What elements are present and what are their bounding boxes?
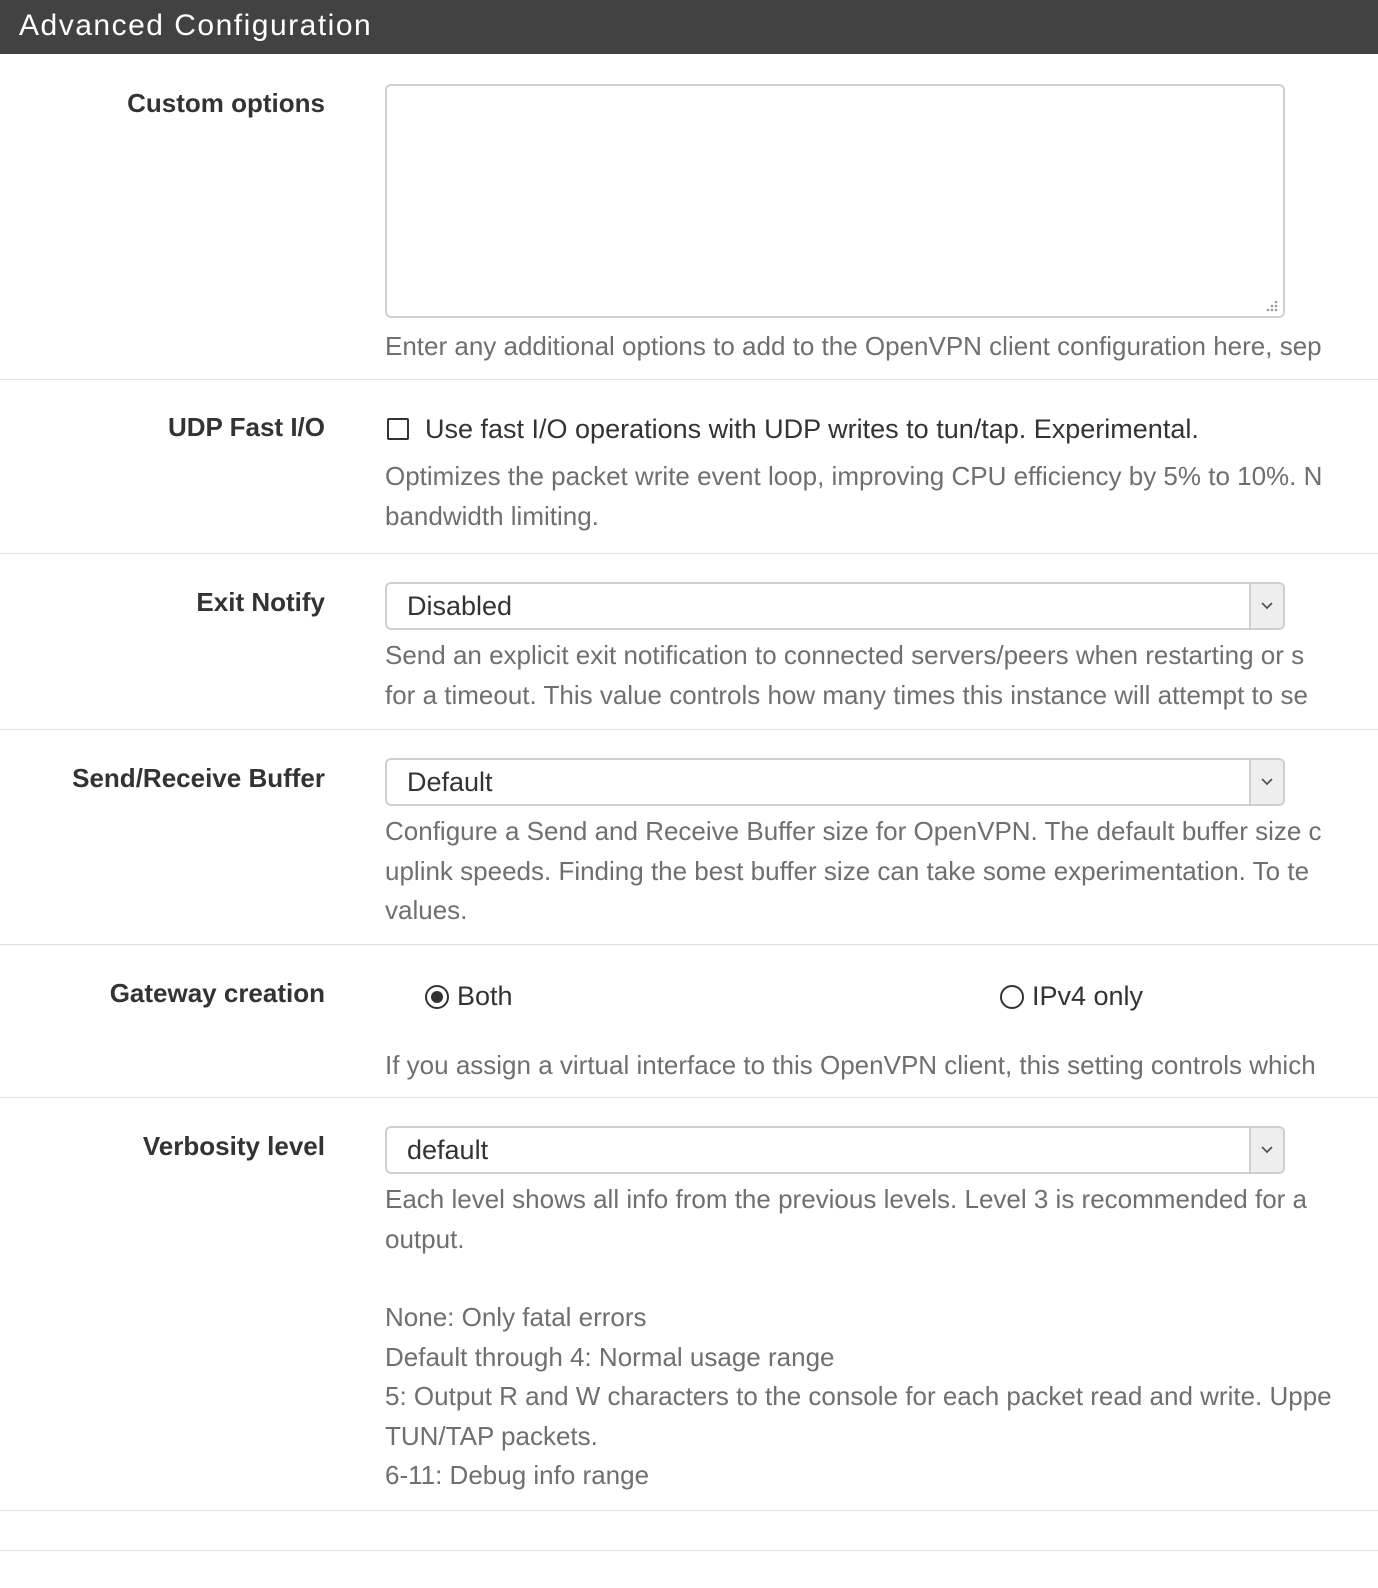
exit-notify-help-line2: for a timeout. This value controls how many times this instance will attempt to se: [385, 679, 1308, 710]
row-verbosity-level: [0, 1098, 1378, 1511]
exit-notify-dropdown-button[interactable]: [1249, 584, 1283, 628]
send-receive-buffer-select[interactable]: [385, 758, 1285, 806]
udp-fast-io-label: UDP Fast I/O: [167, 412, 325, 442]
row-custom-options: [0, 54, 1378, 380]
send-receive-buffer-help-line2: uplink speeds. Finding the best buffer size can take some experimentation. To te: [385, 855, 1310, 886]
send-receive-buffer-label: Send/Receive Buffer: [72, 763, 325, 793]
gateway-ipv4-only-label[interactable]: IPv4 only: [1032, 981, 1144, 1011]
verbosity-level-label: Verbosity level: [142, 1131, 325, 1161]
custom-options-label: Custom options: [127, 88, 325, 118]
send-receive-buffer-selected-value: Default: [407, 767, 493, 797]
verbosity-level-item: 5: Output R and W characters to the console for each packet read and write. Uppe: [385, 1381, 1332, 1411]
gateway-both-label[interactable]: Both: [457, 981, 513, 1011]
chevron-down-icon: [1261, 778, 1273, 786]
send-receive-buffer-dropdown-button[interactable]: [1249, 760, 1283, 804]
verbosity-level-help-line2: output.: [385, 1223, 465, 1254]
verbosity-level-dropdown-button[interactable]: [1249, 1128, 1283, 1172]
row-empty: [0, 1511, 1378, 1551]
row-gateway-creation: [0, 945, 1378, 1098]
udp-fast-io-checkbox-label[interactable]: Use fast I/O operations with UDP writes to tun/tap. Experimental.: [425, 413, 1199, 444]
verbosity-level-item: None: Only fatal errors: [385, 1302, 647, 1332]
gateway-option-ipv4-only[interactable]: [1000, 981, 1143, 1012]
panel-title: Advanced Configuration: [0, 0, 1378, 54]
gateway-ipv4-only-radio[interactable]: [1000, 985, 1024, 1009]
row-exit-notify: [0, 554, 1378, 730]
exit-notify-selected-value: Disabled: [407, 591, 513, 621]
row-send-receive-buffer: [0, 730, 1378, 945]
exit-notify-label: Exit Notify: [196, 587, 325, 617]
chevron-down-icon: [1261, 1146, 1273, 1154]
udp-fast-io-help-line1: Optimizes the packet write event loop, improving CPU efficiency by 5% to 10%. N: [385, 461, 1323, 491]
verbosity-level-item: Default through 4: Normal usage range: [385, 1341, 835, 1372]
verbosity-level-selected-value: default: [407, 1135, 489, 1165]
exit-notify-help-line1: Send an explicit exit notification to connected servers/peers when restarting or s: [385, 640, 1305, 670]
chevron-down-icon: [1261, 602, 1273, 610]
row-udp-fast-io: [0, 380, 1378, 554]
gateway-creation-help: If you assign a virtual interface to this OpenVPN client, this setting controls which: [385, 1050, 1316, 1080]
resize-grip-icon[interactable]: [1264, 298, 1278, 312]
custom-options-textarea[interactable]: [385, 84, 1285, 318]
verbosity-level-item: TUN/TAP packets.: [385, 1420, 598, 1451]
gateway-option-both[interactable]: [425, 981, 513, 1012]
send-receive-buffer-help-line1: Configure a Send and Receive Buffer size for OpenVPN. The default buffer size c: [385, 816, 1322, 846]
custom-options-help: Enter any additional options to add to the OpenVPN client configuration here, sep: [385, 331, 1322, 361]
send-receive-buffer-help-line3: values.: [385, 895, 468, 925]
verbosity-level-item: 6-11: Debug info range: [385, 1460, 650, 1490]
verbosity-level-help-line1: Each level shows all info from the previous levels. Level 3 is recommended for a: [385, 1184, 1307, 1214]
gateway-creation-label: Gateway creation: [109, 978, 325, 1008]
udp-fast-io-help-line2: bandwidth limiting.: [385, 500, 599, 531]
exit-notify-select[interactable]: [385, 582, 1285, 630]
udp-fast-io-checkbox[interactable]: [387, 418, 409, 440]
verbosity-level-select[interactable]: [385, 1126, 1285, 1174]
gateway-both-radio[interactable]: [425, 985, 449, 1009]
